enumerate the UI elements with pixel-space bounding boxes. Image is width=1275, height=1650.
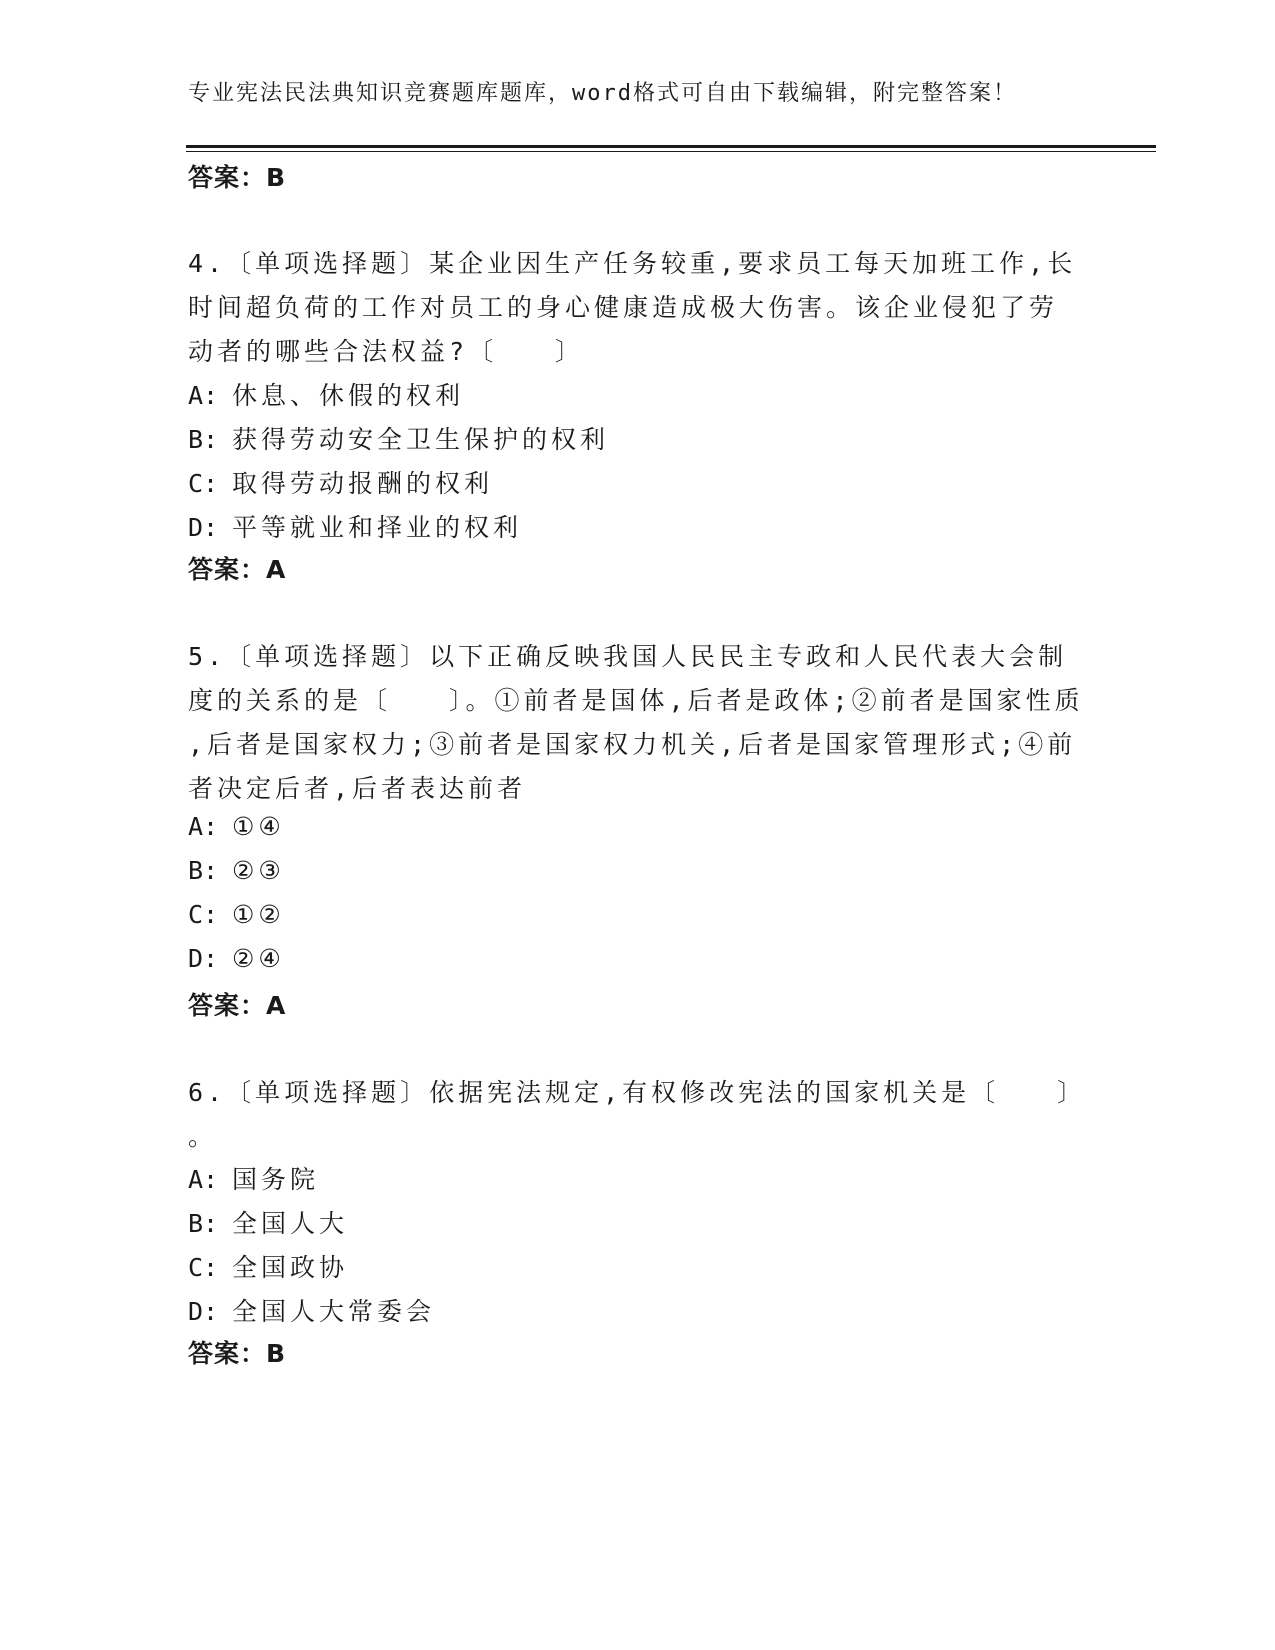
option-c xyxy=(188,900,285,929)
option-text: 全国人大常委会 xyxy=(232,1297,436,1326)
question-line: 度的关系的是〔 〕。①前者是国体,后者是政体;②前者是国家性质 xyxy=(188,686,1084,715)
option-d xyxy=(188,508,522,544)
option-text: 取得劳动报酬的权利 xyxy=(232,469,494,498)
question-line: ,后者是国家权力;③前者是国家权力机关,后者是国家管理形式;④前 xyxy=(188,730,1077,759)
option-text: 全国政协 xyxy=(232,1253,349,1282)
option-d xyxy=(188,944,285,973)
option-text: 平等就业和择业的权利 xyxy=(232,513,523,542)
option-a xyxy=(188,812,285,841)
question-line: 5.〔单项选择题〕以下正确反映我国人民民主专政和人民代表大会制 xyxy=(188,642,1068,671)
answer-previous: 答案：B xyxy=(188,163,287,192)
header-rule xyxy=(186,145,1156,148)
option-key: C: xyxy=(188,469,219,498)
option-text: ②④ xyxy=(232,944,285,973)
option-key: B: xyxy=(188,425,219,454)
answer: 答案：A xyxy=(188,555,287,584)
question-line: 4.〔单项选择题〕某企业因生产任务较重,要求员工每天加班工作,长 xyxy=(188,249,1077,278)
option-b xyxy=(188,420,609,456)
option-text: 休息、休假的权利 xyxy=(232,381,465,410)
option-b xyxy=(188,856,285,885)
option-text: ①② xyxy=(232,900,285,929)
option-key: D: xyxy=(188,1297,219,1326)
option-key: A: xyxy=(188,381,219,410)
option-d xyxy=(188,1292,435,1328)
option-key: D: xyxy=(188,513,219,542)
question-line: 时间超负荷的工作对员工的身心健康造成极大伤害。该企业侵犯了劳 xyxy=(188,293,1059,322)
page-header: 专业宪法民法典知识竞赛题库题库，word格式可自由下载编辑，附完整答案！ xyxy=(188,81,1017,106)
option-c xyxy=(188,1248,348,1284)
answer: 答案：A xyxy=(188,991,287,1020)
answer: 答案：B xyxy=(188,1339,287,1368)
header-rule-thin xyxy=(186,151,1156,152)
option-text: 获得劳动安全卫生保护的权利 xyxy=(232,425,610,454)
option-key: A: xyxy=(188,1165,219,1194)
option-key: C: xyxy=(188,1253,219,1282)
question-line: 。 xyxy=(188,1122,218,1151)
option-c xyxy=(188,464,493,500)
option-key: B: xyxy=(188,856,219,885)
option-a xyxy=(188,1160,319,1196)
question-line: 者决定后者,后者表达前者 xyxy=(188,774,527,803)
question-line: 动者的哪些合法权益?〔 〕 xyxy=(188,337,585,366)
option-b xyxy=(188,1204,348,1240)
question-line: 6.〔单项选择题〕依据宪法规定,有权修改宪法的国家机关是〔 〕 xyxy=(188,1078,1087,1107)
option-text: 国务院 xyxy=(232,1165,320,1194)
option-text: 全国人大 xyxy=(232,1209,349,1238)
option-text: ②③ xyxy=(232,856,285,885)
option-key: A: xyxy=(188,812,219,841)
option-key: B: xyxy=(188,1209,219,1238)
option-key: D: xyxy=(188,944,219,973)
option-a xyxy=(188,376,464,412)
option-text: ①④ xyxy=(232,812,285,841)
option-key: C: xyxy=(188,900,219,929)
